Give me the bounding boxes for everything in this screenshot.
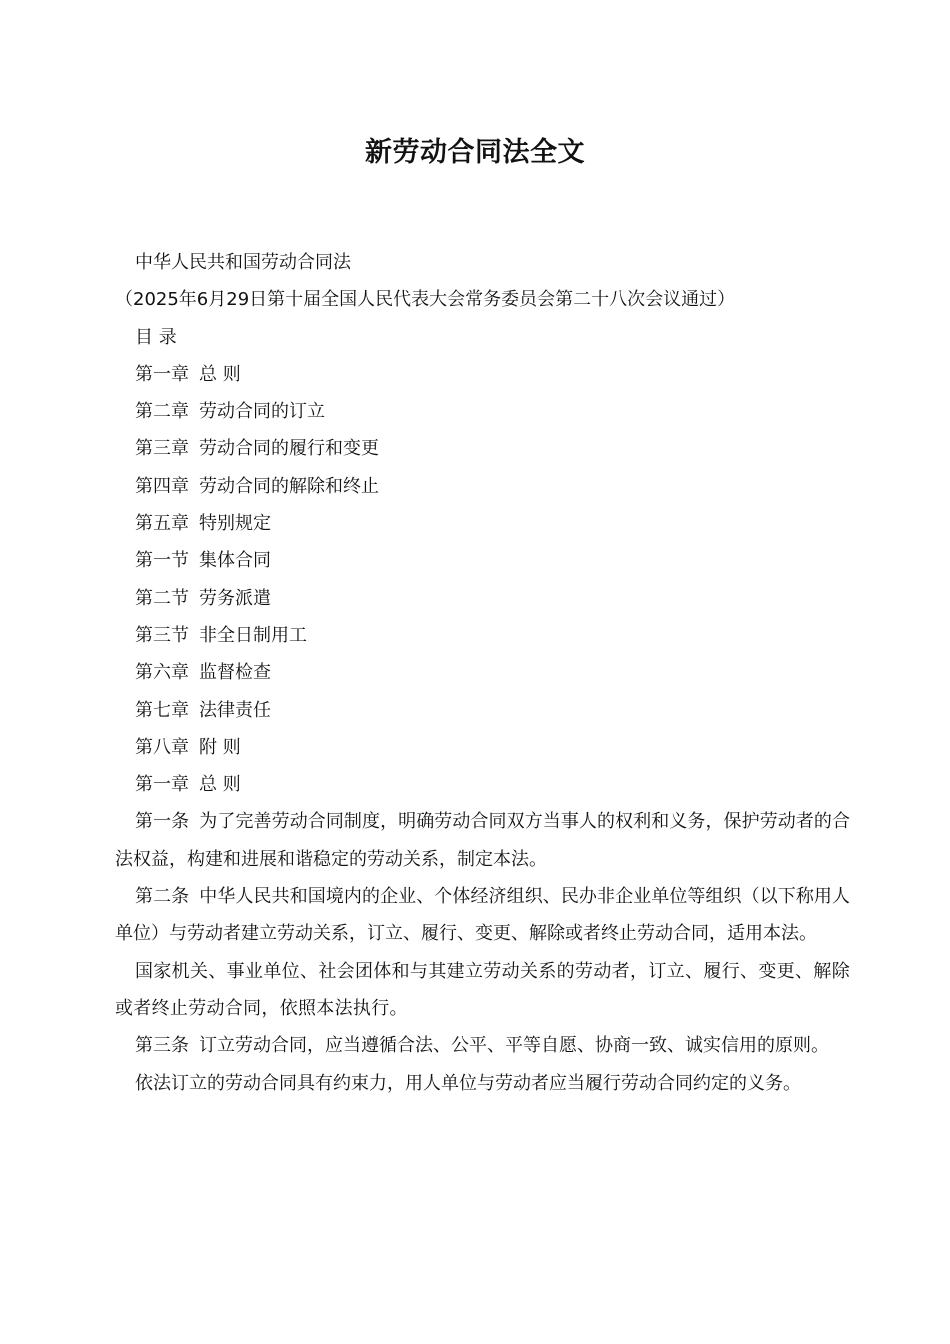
toc-item: [115, 654, 850, 691]
toc-item-title: 附 则: [199, 736, 241, 758]
toc-item-number: 第五章: [135, 513, 189, 535]
toc-item-number: 第七章: [135, 699, 189, 721]
toc-item-number: 第八章: [135, 736, 189, 758]
article-text: 为了完善劳动合同制度，明确劳动合同双方当事人的权利和义务，保护劳动者的合法权益，构建和进展和谐稳定的劳动关系，制定本法。: [115, 811, 850, 870]
toc-item-title: 总 则: [199, 363, 241, 385]
toc-item-number: 第六章: [135, 662, 189, 684]
toc-item: [115, 356, 850, 393]
article-1: [115, 803, 850, 878]
chapter-heading: [115, 766, 850, 803]
toc-item-title: 集体合同: [199, 550, 271, 572]
article-3-paragraph-2: 依法订立的劳动合同具有约束力，用人单位与劳动者应当履行劳动合同约定的义务。: [135, 1072, 801, 1094]
toc-item-number: 第四章: [135, 475, 189, 497]
chapter-title: 总 则: [199, 774, 241, 796]
article-number: 第一条: [135, 811, 190, 833]
toc-item-number: 第三章: [135, 438, 189, 460]
toc-item-title: 监督检查: [199, 662, 271, 684]
toc-item-number: 第三节: [135, 624, 189, 646]
toc-item-title: 非全日制用工: [199, 624, 307, 646]
toc-item: [115, 580, 850, 617]
toc-item: [115, 468, 850, 505]
adoption-note: （2025年6月29日第十届全国人民代表大会常务委员会第二十八次会议通过）: [115, 289, 736, 311]
toc-heading: 目 录: [135, 326, 177, 348]
article-number: 第三条: [135, 1035, 189, 1057]
toc-item-number: 第二节: [135, 587, 189, 609]
article-text: 订立劳动合同，应当遵循合法、公平、平等自愿、协商一致、诚实信用的原则。: [199, 1035, 829, 1057]
toc-item-number: 第一章: [135, 363, 189, 385]
law-name: 中华人民共和国劳动合同法: [135, 252, 351, 273]
toc-item: [115, 430, 850, 467]
toc-item: [115, 505, 850, 542]
article-2-paragraph-2: 国家机关、事业单位、社会团体和与其建立劳动关系的劳动者，订立、履行、变更、解除或者终止劳动合同，依照本法执行。: [115, 960, 850, 1019]
chapter-number: 第一章: [135, 774, 189, 796]
toc-item-title: 劳务派遣: [199, 587, 271, 609]
toc-item: [115, 393, 850, 430]
article-2: [115, 878, 850, 953]
toc-item: [115, 542, 850, 579]
table-of-contents: [115, 356, 850, 766]
article-text: 中华人民共和国境内的企业、个体经济组织、民办非企业单位等组织（以下称用人单位）与劳动者建立劳动关系，订立、履行、变更、解除或者终止劳动合同，适用本法。: [115, 886, 850, 945]
toc-item: [115, 692, 850, 729]
toc-item-number: 第一节: [135, 550, 189, 572]
toc-item: [115, 729, 850, 766]
toc-item: [115, 617, 850, 654]
document-title: 新劳动合同法全文: [365, 137, 585, 168]
toc-item-number: 第二章: [135, 401, 189, 423]
toc-item-title: 法律责任: [199, 699, 271, 721]
toc-item-title: 特别规定: [199, 513, 271, 535]
toc-item-title: 劳动合同的解除和终止: [199, 475, 379, 497]
document-body: [115, 244, 850, 1102]
toc-item-title: 劳动合同的履行和变更: [199, 438, 379, 460]
article-number: 第二条: [135, 886, 190, 908]
article-3: [115, 1027, 850, 1064]
toc-item-title: 劳动合同的订立: [199, 401, 325, 423]
